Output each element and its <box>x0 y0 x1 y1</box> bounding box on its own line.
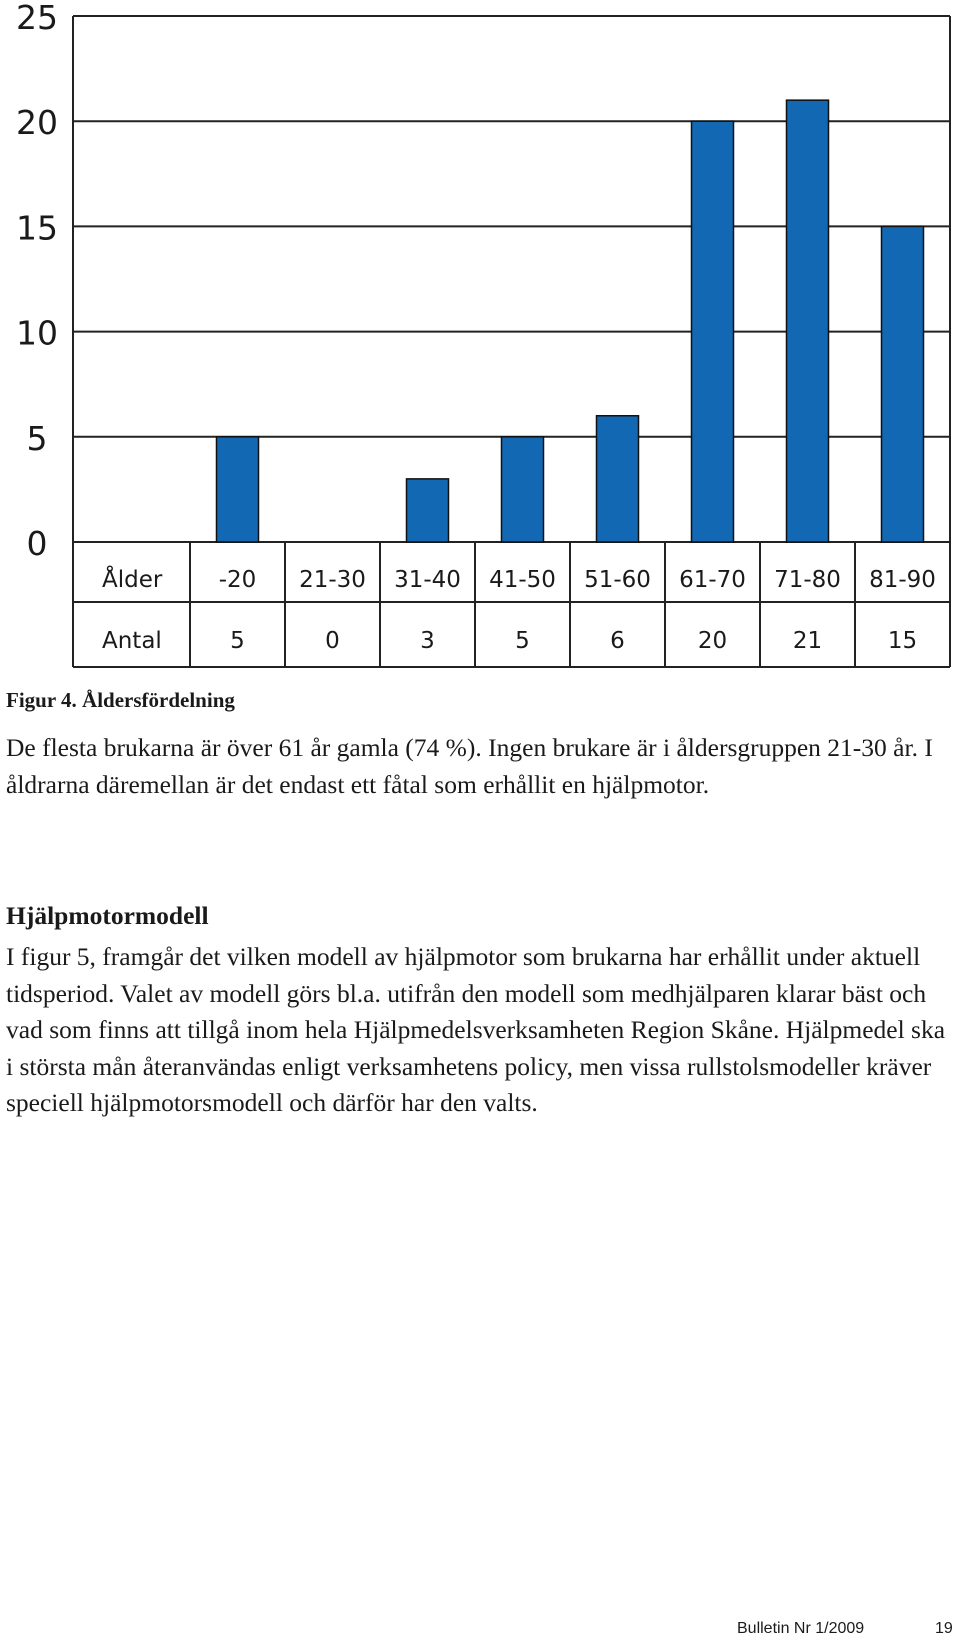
table-age-cell-2: 31-40 <box>394 567 461 593</box>
footer-page-number: 19 <box>935 1620 953 1637</box>
table-age-cell-7: 81-90 <box>869 567 936 593</box>
paragraph-age-summary: De flesta brukarna är över 61 år gamla (74 %). Ingen brukare är i åldersgruppen 21-30 år. I åldrarna däremellan är det endast ett fåtal som erhållit en hjälpmotor. <box>6 733 933 799</box>
age-distribution-chart <box>0 0 960 680</box>
y-tick-label-25: 25 <box>16 0 58 37</box>
paragraph-motor-model: I figur 5, framgår det vilken modell av hjälpmotor som brukarna har erhållit under aktuell tidsperiod. Valet av modell görs bl.a. utifrån den modell som medhjälparen klarar bäst och vad som finns att tillgå inom hela Hjälpmedelsverksamheten Region Skåne. Hjälpmedel ska i största mån återanvändas enligt verksamhetens policy, men vissa rullstolsmodeller kräver speciell hjälpmotorsmodell och därför har den valts. <box>6 942 946 1117</box>
table-age-cell-6: 71-80 <box>774 567 841 593</box>
y-tick-label-15: 15 <box>16 208 58 248</box>
y-tick-label-5: 5 <box>26 418 48 458</box>
bar-81-90 <box>882 226 924 542</box>
y-tick-label-10: 10 <box>16 313 58 353</box>
table-row-label-1: Antal <box>102 628 162 654</box>
footer-publication: Bulletin Nr 1/2009 <box>737 1620 865 1637</box>
bar-61-70 <box>692 121 734 542</box>
y-tick-label-20: 20 <box>16 103 58 143</box>
bar-41-50 <box>502 437 544 542</box>
table-row-label-0: Ålder <box>102 567 163 593</box>
bar-71-80 <box>787 100 829 542</box>
table-count-cell-3: 5 <box>515 628 530 654</box>
section-heading: Hjälpmotormodell <box>6 901 209 930</box>
table-age-cell-1: 21-30 <box>299 567 366 593</box>
table-count-cell-6: 21 <box>792 628 823 654</box>
table-age-cell-0: -20 <box>218 567 257 593</box>
table-age-cell-4: 51-60 <box>584 567 651 593</box>
table-count-cell-4: 6 <box>610 628 625 654</box>
figure-caption: Figur 4. Åldersfördelning <box>6 688 235 712</box>
table-count-cell-0: 5 <box>230 628 245 654</box>
bar-31-40 <box>407 479 449 542</box>
bar--20 <box>217 437 259 542</box>
y-tick-label-0: 0 <box>26 524 48 563</box>
table-age-cell-5: 61-70 <box>679 567 746 593</box>
table-age-cell-3: 41-50 <box>489 567 556 593</box>
table-count-cell-2: 3 <box>420 628 435 654</box>
table-count-cell-5: 20 <box>697 628 728 654</box>
table-count-cell-1: 0 <box>325 628 340 654</box>
bar-51-60 <box>597 416 639 542</box>
table-count-cell-7: 15 <box>887 628 918 654</box>
